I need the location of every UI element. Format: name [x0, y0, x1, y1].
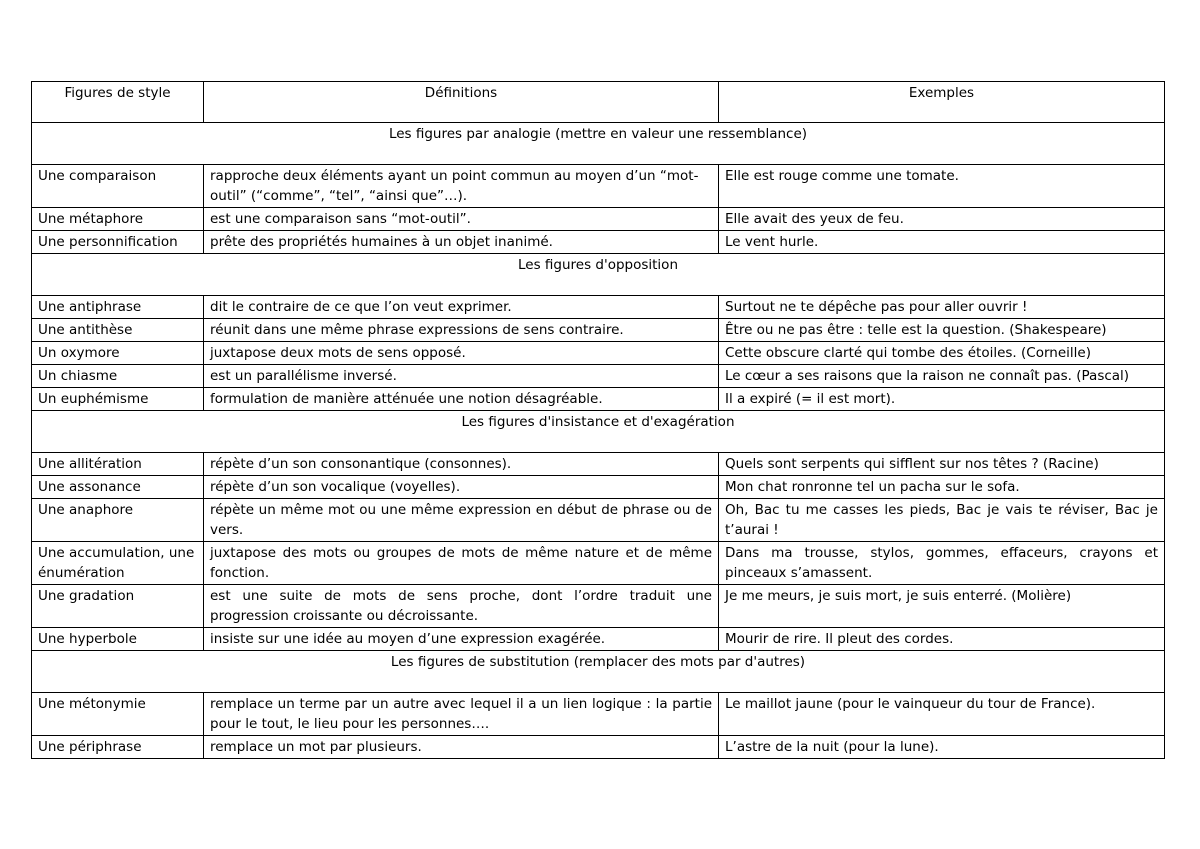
example-cell: Le cœur a ses raisons que la raison ne connaît pas. (Pascal) — [719, 365, 1165, 388]
term-cell: Une anaphore — [32, 499, 204, 542]
term-cell: Une comparaison — [32, 165, 204, 208]
definition-cell: juxtapose des mots ou groupes de mots de même nature et de même fonction. — [204, 542, 719, 585]
example-cell: Être ou ne pas être : telle est la question. (Shakespeare) — [719, 319, 1165, 342]
section-title: Les figures d'opposition — [32, 254, 1165, 296]
term-cell: Une accumulation, une énumération — [32, 542, 204, 585]
definition-cell: est un parallélisme inversé. — [204, 365, 719, 388]
definition-cell: réunit dans une même phrase expressions de sens contraire. — [204, 319, 719, 342]
table-row — [32, 585, 1165, 628]
table-row — [32, 453, 1165, 476]
definition-cell: répète un même mot ou une même expression en début de phrase ou de vers. — [204, 499, 719, 542]
term-cell: Une antithèse — [32, 319, 204, 342]
example-cell: Dans ma trousse, stylos, gommes, effaceurs, crayons et pinceaux s’amassent. — [719, 542, 1165, 585]
example-cell: Elle est rouge comme une tomate. — [719, 165, 1165, 208]
example-cell: Oh, Bac tu me casses les pieds, Bac je vais te réviser, Bac je t’aurai ! — [719, 499, 1165, 542]
definition-cell: dit le contraire de ce que l’on veut exprimer. — [204, 296, 719, 319]
table-row — [32, 693, 1165, 736]
table-row — [32, 476, 1165, 499]
term-cell: Un chiasme — [32, 365, 204, 388]
example-cell: Mourir de rire. Il pleut des cordes. — [719, 628, 1165, 651]
example-cell: Le maillot jaune (pour le vainqueur du tour de France). — [719, 693, 1165, 736]
example-cell: Je me meurs, je suis mort, je suis enterré. (Molière) — [719, 585, 1165, 628]
table-row — [32, 208, 1165, 231]
table-row — [32, 736, 1165, 759]
term-cell: Une personnification — [32, 231, 204, 254]
header-row — [32, 82, 1165, 123]
header-definitions: Définitions — [204, 82, 719, 123]
term-cell: Une assonance — [32, 476, 204, 499]
section-title: Les figures par analogie (mettre en valeur une ressemblance) — [32, 123, 1165, 165]
definition-cell: juxtapose deux mots de sens opposé. — [204, 342, 719, 365]
definition-cell: formulation de manière atténuée une notion désagréable. — [204, 388, 719, 411]
example-cell: Cette obscure clarté qui tombe des étoiles. (Corneille) — [719, 342, 1165, 365]
section-row — [32, 123, 1165, 165]
table-row — [32, 542, 1165, 585]
table-row — [32, 628, 1165, 651]
example-cell: Le vent hurle. — [719, 231, 1165, 254]
term-cell: Une allitération — [32, 453, 204, 476]
figures-de-style-table — [31, 81, 1165, 759]
section-row — [32, 254, 1165, 296]
section-title: Les figures d'insistance et d'exagération — [32, 411, 1165, 453]
term-cell: Un oxymore — [32, 342, 204, 365]
term-cell: Un euphémisme — [32, 388, 204, 411]
example-cell: Quels sont serpents qui sifflent sur nos têtes ? (Racine) — [719, 453, 1165, 476]
definition-cell: insiste sur une idée au moyen d’une expression exagérée. — [204, 628, 719, 651]
table-row — [32, 231, 1165, 254]
term-cell: Une périphrase — [32, 736, 204, 759]
table-row — [32, 365, 1165, 388]
header-exemples: Exemples — [719, 82, 1165, 123]
definition-cell: remplace un terme par un autre avec lequel il a un lien logique : la partie pour le tout, le lieu pour les personnes…. — [204, 693, 719, 736]
definition-cell: rapproche deux éléments ayant un point commun au moyen d’un “mot-outil” (“comme”, “tel”, “ainsi que”…). — [204, 165, 719, 208]
definition-cell: répète d’un son vocalique (voyelles). — [204, 476, 719, 499]
section-row — [32, 651, 1165, 693]
term-cell: Une métonymie — [32, 693, 204, 736]
section-title: Les figures de substitution (remplacer des mots par d'autres) — [32, 651, 1165, 693]
term-cell: Une métaphore — [32, 208, 204, 231]
example-cell: Surtout ne te dépêche pas pour aller ouvrir ! — [719, 296, 1165, 319]
example-cell: L’astre de la nuit (pour la lune). — [719, 736, 1165, 759]
table-row — [32, 388, 1165, 411]
definition-cell: est une comparaison sans “mot-outil”. — [204, 208, 719, 231]
definition-cell: répète d’un son consonantique (consonnes). — [204, 453, 719, 476]
example-cell: Elle avait des yeux de feu. — [719, 208, 1165, 231]
definition-cell: est une suite de mots de sens proche, dont l’ordre traduit une progression croissante ou décroissante. — [204, 585, 719, 628]
table-row — [32, 165, 1165, 208]
table-row — [32, 499, 1165, 542]
definition-cell: prête des propriétés humaines à un objet inanimé. — [204, 231, 719, 254]
term-cell: Une hyperbole — [32, 628, 204, 651]
table-row — [32, 296, 1165, 319]
section-row — [32, 411, 1165, 453]
table-row — [32, 319, 1165, 342]
term-cell: Une gradation — [32, 585, 204, 628]
example-cell: Il a expiré (= il est mort). — [719, 388, 1165, 411]
header-figures: Figures de style — [32, 82, 204, 123]
term-cell: Une antiphrase — [32, 296, 204, 319]
example-cell: Mon chat ronronne tel un pacha sur le sofa. — [719, 476, 1165, 499]
table-row — [32, 342, 1165, 365]
definition-cell: remplace un mot par plusieurs. — [204, 736, 719, 759]
